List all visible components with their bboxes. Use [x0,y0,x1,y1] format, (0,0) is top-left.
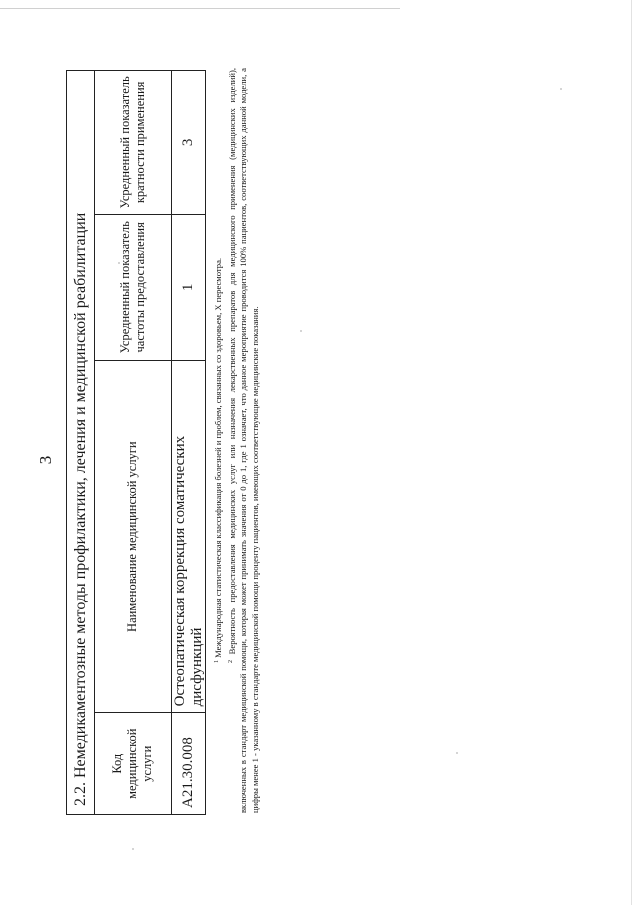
scan-speck [132,848,134,850]
services-table-block [66,70,206,815]
footnote-text: Международная статистическая классификация болезней и проблем, связанных со здоровьем, X пересмотра. [213,257,223,658]
scan-artifact-edge [631,0,632,905]
footnote-text: Вероятность предоставления медицинских услуг или назначения лекарственных препаратов для медицинского применения (медицинских изделий), включенных в стандарт медицинской помощи, которая может принимать значения от 0 до 1, где 1 означает, что данное мероприятие проводится 100% пациентов, соответствующих данной модели, а цифры менее 1 - указанному в стандарте медицинской помощи проценту пациентов, имеющих соответствующие медицинские показания. [227,68,260,813]
services-table [95,71,206,814]
scan-artifact-line [0,8,400,9]
header-code: Код медицинской услуги [95,713,171,814]
footnote-mark: 2 [228,660,235,663]
header-name: Наименование медицинской услуги [95,360,171,712]
table-header-row [95,71,171,814]
header-frequency: Усредненный показатель частоты предоставления [95,214,171,360]
cell-frequency: 1 [171,214,206,360]
footnote-2 [226,68,261,813]
footnotes [212,68,263,813]
cell-code: А21.30.008 [171,713,206,814]
header-multiplicity: Усредненный показатель кратности применения [95,71,171,214]
footnote-1 [212,68,224,813]
section-title: 2.2. Немедикаментозные методы профилактики, лечения и медицинской реабилитации [67,71,95,814]
cell-multiplicity: 3 [171,71,206,214]
footnote-mark: 1 [214,660,220,663]
rotated-page [30,65,590,845]
cell-name: Остеопатическая коррекция соматических дисфункций [171,360,206,712]
table-row [171,71,206,814]
page-number: 3 [36,455,55,465]
